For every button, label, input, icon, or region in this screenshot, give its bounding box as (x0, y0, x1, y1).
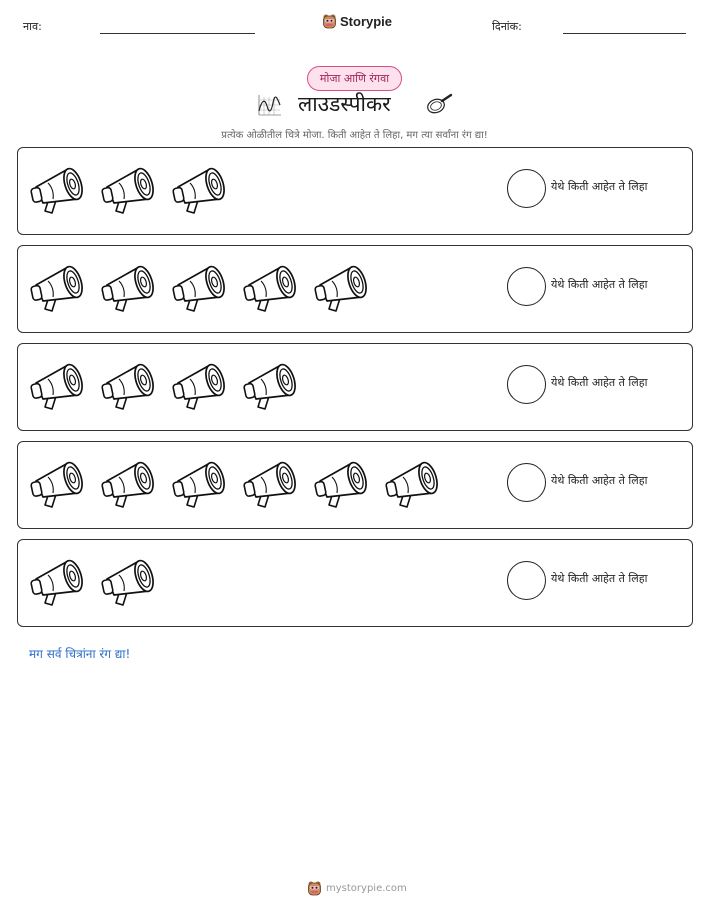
megaphone-icon[interactable] (243, 259, 299, 319)
counting-row (17, 343, 693, 431)
megaphone-icon[interactable] (101, 259, 157, 319)
brand-name: Storypie (340, 13, 393, 29)
megaphone-icon[interactable] (30, 357, 86, 417)
megaphone-icon[interactable] (30, 259, 86, 319)
counting-row (17, 147, 693, 235)
frying-pan-icon (426, 93, 454, 115)
answer-circle[interactable] (507, 463, 546, 502)
answer-circle[interactable] (507, 169, 546, 208)
name-line[interactable] (100, 33, 255, 34)
instructions: प्रत्येक ओळीतील चित्रे मोजा. किती आहेत ते लिहा, मग त्या सर्वांना रंग द्या! (221, 130, 488, 141)
megaphone-icon[interactable] (172, 357, 228, 417)
storypie-logo-icon (307, 880, 322, 896)
activity-tag: मोजा आणि रंगवा (307, 66, 402, 91)
megaphone-icon[interactable] (172, 161, 228, 221)
site-footer (307, 880, 407, 896)
megaphone-icon[interactable] (243, 455, 299, 515)
megaphone-icon[interactable] (172, 259, 228, 319)
megaphone-icon[interactable] (30, 455, 86, 515)
counting-row (17, 441, 693, 529)
answer-circle[interactable] (507, 561, 546, 600)
megaphone-icon[interactable] (101, 161, 157, 221)
footer-note: मग सर्व चित्रांना रंग द्या! (29, 647, 131, 661)
date-line[interactable] (563, 33, 686, 34)
answer-circle[interactable] (507, 267, 546, 306)
answer-label: येथे किती आहेत ते लिहा (551, 278, 648, 291)
brand (322, 13, 392, 29)
name-label: नाव: (23, 20, 42, 33)
megaphone-icon[interactable] (30, 161, 86, 221)
megaphone-icon[interactable] (101, 455, 157, 515)
date-label: दिनांक: (492, 20, 522, 33)
megaphone-icon[interactable] (314, 259, 370, 319)
answer-label: येथे किती आहेत ते लिहा (551, 180, 648, 193)
megaphone-icon[interactable] (314, 455, 370, 515)
site-url: mystorypie.com (326, 882, 407, 894)
storypie-logo-icon (322, 13, 337, 29)
chart-icon (256, 93, 282, 117)
megaphone-icon[interactable] (172, 455, 228, 515)
answer-label: येथे किती आहेत ते लिहा (551, 376, 648, 389)
megaphone-icon[interactable] (30, 553, 86, 613)
megaphone-icon[interactable] (243, 357, 299, 417)
answer-label: येथे किती आहेत ते लिहा (551, 572, 648, 585)
megaphone-icon[interactable] (385, 455, 441, 515)
counting-row (17, 245, 693, 333)
answer-label: येथे किती आहेत ते लिहा (551, 474, 648, 487)
megaphone-icon[interactable] (101, 553, 157, 613)
answer-circle[interactable] (507, 365, 546, 404)
counting-row (17, 539, 693, 627)
megaphone-icon[interactable] (101, 357, 157, 417)
page-title: लाउडस्पीकर (298, 92, 391, 116)
